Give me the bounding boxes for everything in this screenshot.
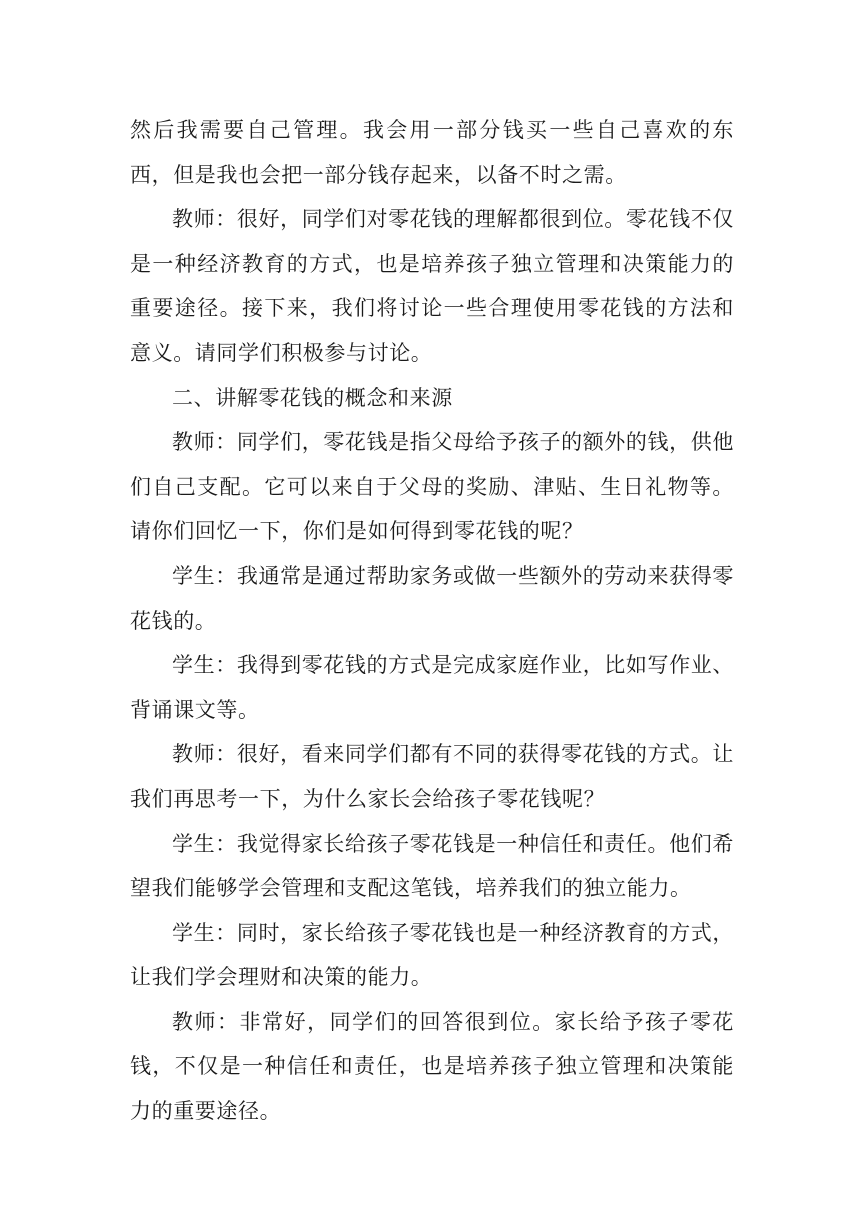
paragraph-10: 教师：非常好，同学们的回答很到位。家长给予孩子零花钱，不仅是一种信任和责任，也是培养孩子独立管理和决策能力的重要途径。 (130, 1009, 734, 1124)
section-heading: 二、讲解零花钱的概念和来源 (172, 385, 453, 410)
document-page (130, 108, 734, 1134)
paragraph-8: 学生：我觉得家长给孩子零花钱是一种信任和责任。他们希望我们能够学会管理和支配这笔钱，培养我们的独立能力。 (130, 831, 734, 901)
paragraph-2: 教师：很好，同学们对零花钱的理解都很到位。零花钱不仅是一种经济教育的方式，也是培养孩子独立管理和决策能力的重要途径。接下来，我们将讨论一些合理使用零花钱的方法和意义。请同学们积极参与讨论。 (130, 207, 734, 365)
paragraph-5: 学生：我通常是通过帮助家务或做一些额外的劳动来获得零花钱的。 (130, 563, 734, 633)
paragraph-6: 学生：我得到零花钱的方式是完成家庭作业，比如写作业、背诵课文等。 (130, 653, 734, 722)
paragraph-1: 然后我需要自己管理。我会用一部分钱买一些自己喜欢的东西，但是我也会把一部分钱存起来，以备不时之需。 (130, 118, 734, 187)
paragraph-7: 教师：很好，看来同学们都有不同的获得零花钱的方式。让我们再思考一下，为什么家长会给孩子零花钱呢？ (130, 742, 734, 811)
paragraph-4: 教师：同学们，零花钱是指父母给予孩子的额外的钱，供他们自己支配。它可以来自于父母的奖励、津贴、生日礼物等。请你们回忆一下，你们是如何得到零花钱的呢？ (130, 430, 734, 544)
paragraph-9: 学生：同时，家长给孩子零花钱也是一种经济教育的方式，让我们学会理财和决策的能力。 (130, 920, 734, 990)
